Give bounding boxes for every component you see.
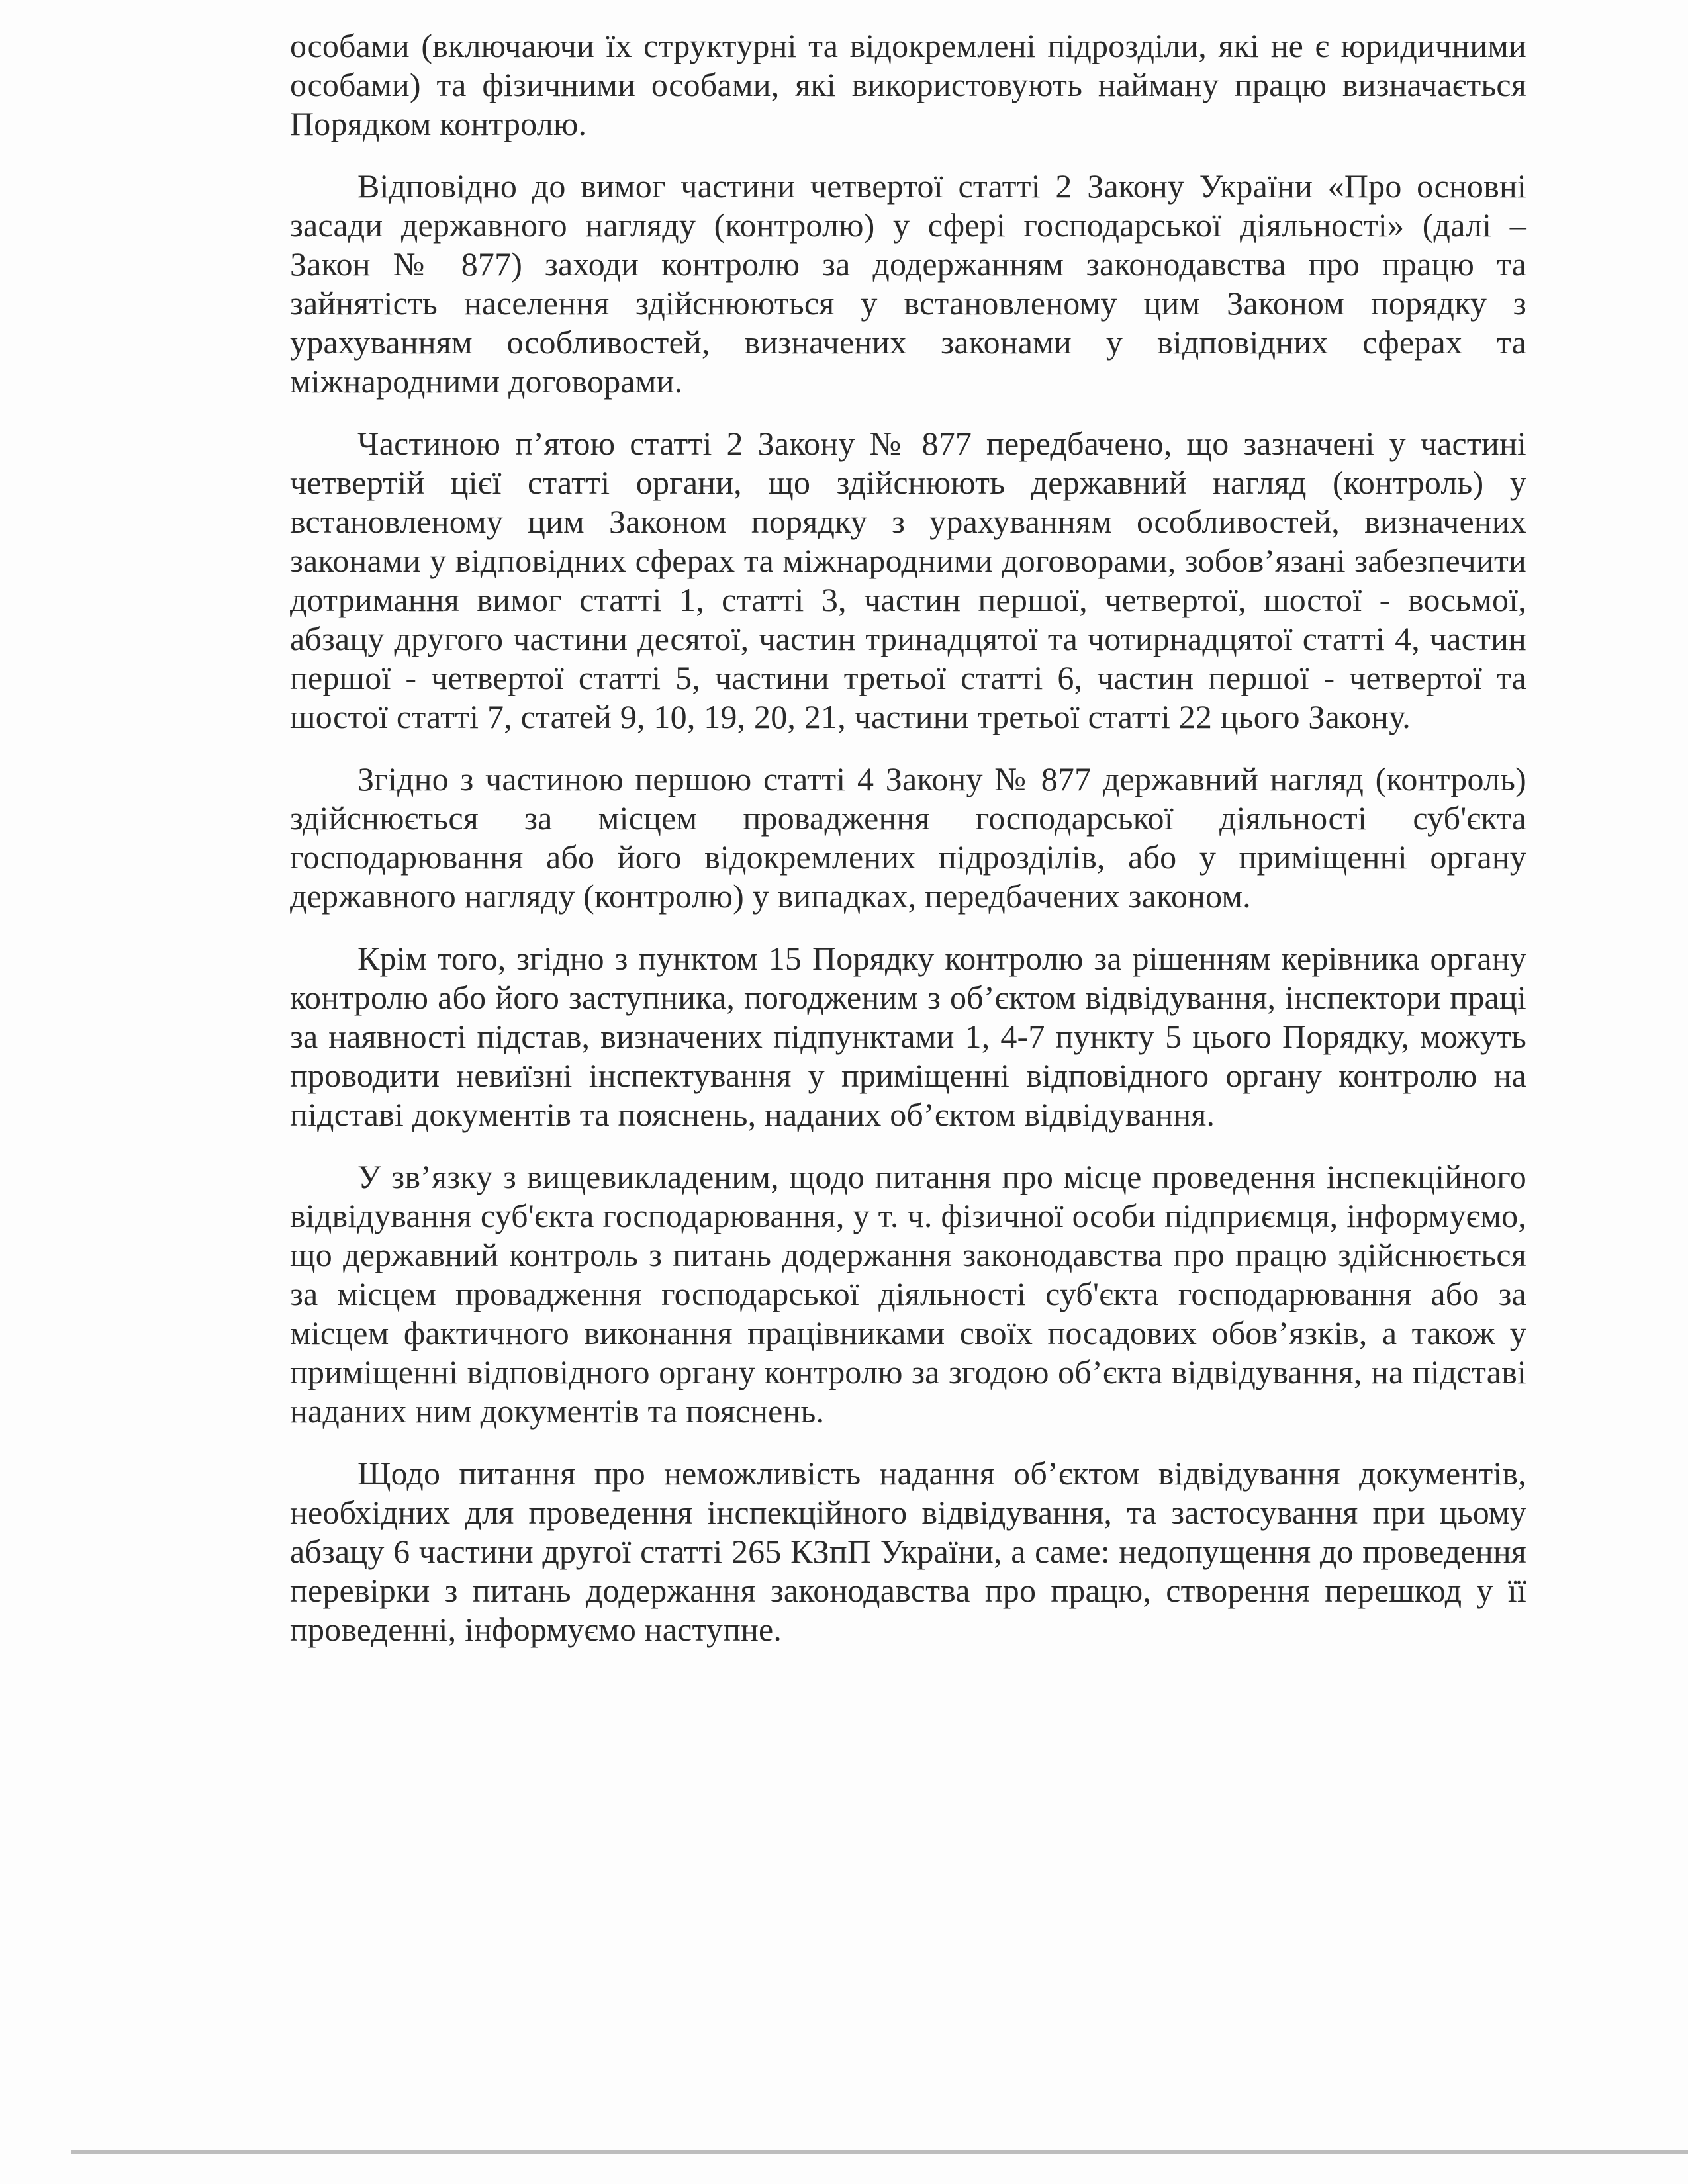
- paragraph-6: У зв’язку з вищевикладеним, щодо питання про місце проведення інспекційного відвідування суб'єкта господарювання, у т. ч. фізичної особи підприємця, інформуємо, що державний контроль з питань додержання законодавства про працю здійснюється за місцем провадження господарської діяльності суб'єкта господарювання або за місцем фактичного виконання працівниками своїх посадових обов’язків, а також у приміщенні відповідного органу контролю за згодою об’єкта відвідування, на підставі наданих ним документів та пояснень.: [290, 1158, 1526, 1430]
- document-body: [290, 26, 1526, 1672]
- paragraph-4: Згідно з частиною першою статті 4 Закону № 877 державний нагляд (контроль) здійснюється за місцем провадження господарської діяльності суб'єкта господарювання або його відокремлених підрозділів, або у приміщенні органу державного нагляду (контролю) у випадках, передбачених законом.: [290, 760, 1526, 915]
- paragraph-2: Відповідно до вимог частини четвертої статті 2 Закону України «Про основні засади державного нагляду (контролю) у сфері господарської діяльності» (далі – Закон № 877) заходи контролю за додержанням законодавства про працю та зайнятість населення здійснюються у встановленому цим Законом порядку з урахуванням особливостей, визначених законами у відповідних сферах та міжнародними договорами.: [290, 167, 1526, 400]
- paragraph-1: особами (включаючи їх структурні та відокремлені підрозділи, які не є юридичними особами) та фізичними особами, які використовують найману працю визначається Порядком контролю.: [290, 27, 1526, 142]
- footer-rule: [71, 2150, 1688, 2154]
- paragraph-5: Крім того, згідно з пунктом 15 Порядку контролю за рішенням керівника органу контролю або його заступника, погодженим з об’єктом відвідування, інспектори праці за наявності підстав, визначених підпунктами 1, 4-7 пункту 5 цього Порядку, можуть проводити невиїзні інспектування у приміщенні відповідного органу контролю на підставі документів та пояснень, наданих об’єктом відвідування.: [290, 940, 1526, 1133]
- paragraph-7: Щодо питання про неможливість надання об’єктом відвідування документів, необхідних для проведення інспекційного відвідування, та застосування при цьому абзацу 6 частини другої статті 265 КЗпП України, а саме: недопущення до проведення перевірки з питань додержання законодавства про працю, створення перешкод у її проведенні, інформуємо наступне.: [290, 1455, 1526, 1648]
- paragraph-3: Частиною п’ятою статті 2 Закону № 877 передбачено, що зазначені у частині четвертій цієї статті органи, що здійснюють державний нагляд (контроль) у встановленому цим Законом порядку з урахуванням особливостей, визначених законами у відповідних сферах та міжнародними договорами, зобов’язані забезпечити дотримання вимог статті 1, статті 3, частин першої, четвертої, шостої - восьмої, абзацу другого частини десятої, частин тринадцятої та чотирнадцятої статті 4, частин першої - четвертої статті 5, частини третьої статті 6, частин першої - четвертої та шостої статті 7, статей 9, 10, 19, 20, 21, частини третьої статті 22 цього Закону.: [290, 425, 1526, 735]
